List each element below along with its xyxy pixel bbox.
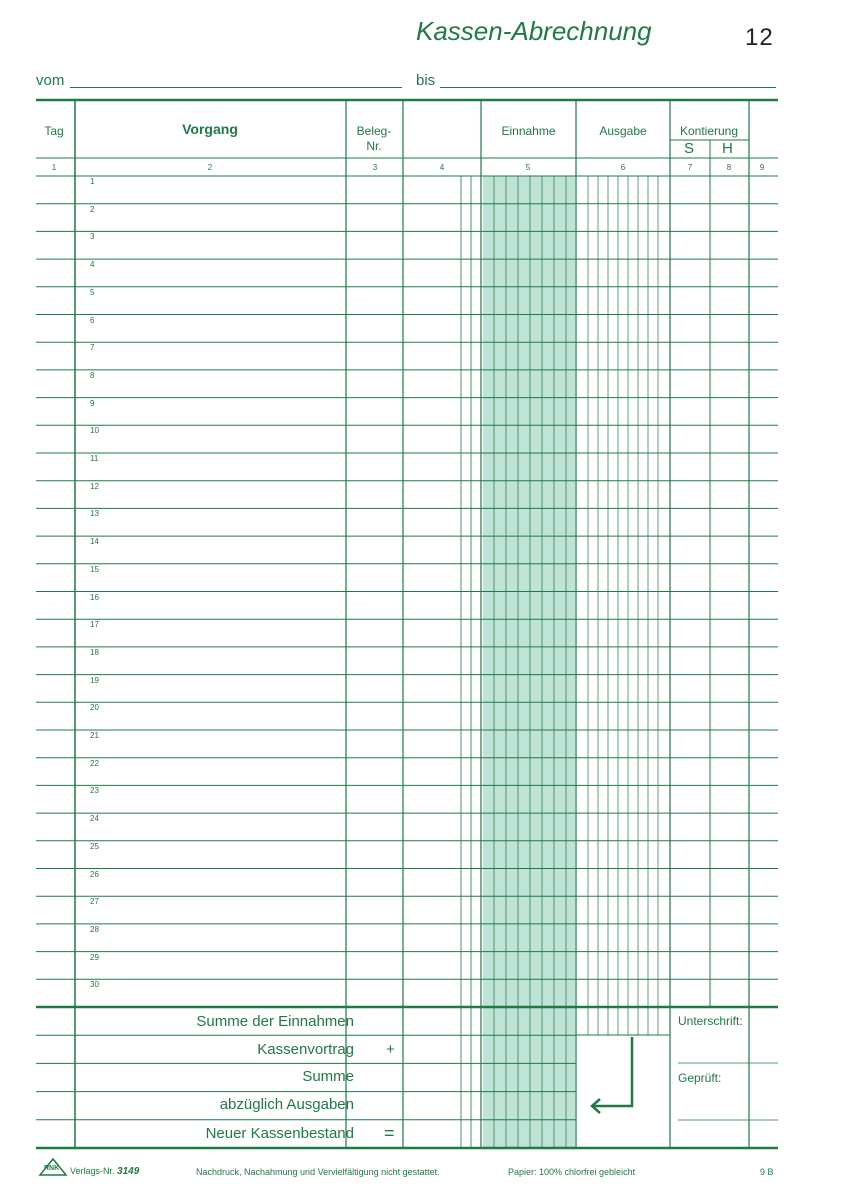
col-ausgabe-header: Ausgabe — [599, 124, 647, 138]
form-title: Kassen-Abrechnung — [416, 16, 652, 46]
col-kontierung-header: Kontierung — [679, 124, 739, 138]
row-number: 10 — [90, 426, 99, 436]
row-number: 26 — [90, 869, 99, 879]
transfer-arrow-line — [594, 1037, 632, 1106]
row-number: 15 — [90, 564, 99, 574]
minus-expenses-label: abzüglich Ausgaben — [219, 1096, 354, 1113]
publisher-number — [70, 1166, 139, 1177]
column-number: 4 — [439, 163, 445, 172]
row-number: 3 — [90, 232, 95, 242]
col-vorgang-header: Vorgang — [182, 121, 238, 137]
paper-notice: Papier: 100% chlorfrei gebleicht — [508, 1167, 636, 1177]
row-number: 24 — [90, 814, 99, 824]
column-number: 9 — [759, 163, 765, 172]
row-number: 23 — [90, 786, 99, 796]
column-number: 7 — [687, 163, 693, 172]
row-number: 28 — [90, 924, 99, 934]
col-beleg-header-2: Nr. — [366, 139, 382, 153]
logo-text: RNK — [44, 1165, 60, 1172]
col-haben-header: H — [722, 140, 733, 157]
new-balance-label: Neuer Kassenbestand — [205, 1125, 354, 1142]
form-code: 9 B — [760, 1167, 774, 1177]
sum-income-label: Summe der Einnahmen — [196, 1013, 354, 1030]
row-number: 21 — [90, 731, 99, 740]
column-number: 8 — [726, 163, 732, 172]
row-number: 13 — [90, 509, 99, 519]
row-number: 1 — [90, 177, 95, 186]
row-number: 29 — [90, 952, 99, 962]
row-number: 14 — [90, 537, 99, 547]
row-number: 30 — [90, 980, 99, 990]
row-number: 12 — [90, 481, 99, 491]
income-column-shade — [483, 176, 575, 1148]
total-label: Summe — [302, 1068, 354, 1085]
carry-over-label: Kassenvortrag — [257, 1041, 354, 1058]
row-number: 9 — [90, 398, 95, 408]
verlag-label: Verlags-Nr. — [70, 1166, 115, 1176]
verlag-number: 3149 — [117, 1166, 140, 1177]
row-number: 20 — [90, 703, 99, 713]
row-number: 17 — [90, 620, 99, 630]
copyright-notice: Nachdruck, Nachahmung und Vervielfältigung nicht gestattet. — [196, 1167, 440, 1177]
row-number: 18 — [90, 647, 99, 657]
col-tag-header: Tag — [44, 124, 64, 138]
row-number: 2 — [90, 204, 95, 214]
col-beleg-header-1: Beleg- — [356, 124, 392, 138]
column-number: 6 — [620, 163, 626, 172]
col-soll-header: S — [684, 140, 695, 157]
row-number: 16 — [90, 592, 99, 602]
publisher-logo — [38, 1157, 68, 1177]
column-number: 2 — [207, 163, 213, 172]
row-number: 19 — [90, 675, 99, 685]
column-number: 5 — [525, 163, 531, 172]
row-number: 7 — [90, 343, 95, 353]
row-number: 4 — [90, 260, 95, 270]
column-number: 3 — [372, 163, 378, 172]
row-number: 25 — [90, 841, 99, 851]
plus-sign: + — [386, 1041, 395, 1058]
from-label: vom — [36, 72, 65, 89]
row-number: 6 — [90, 315, 95, 325]
row-number: 27 — [90, 897, 99, 907]
col-einnahme-header: Einnahme — [501, 124, 556, 138]
column-number: 1 — [51, 163, 57, 172]
row-number: 8 — [90, 370, 95, 380]
row-number: 22 — [90, 758, 99, 768]
equals-sign: = — [384, 1123, 395, 1143]
page-number: 12 — [745, 24, 774, 51]
signature-label: Unterschrift: — [678, 1014, 743, 1028]
checked-label: Geprüft: — [678, 1071, 722, 1085]
row-number: 5 — [90, 287, 95, 297]
to-label: bis — [416, 72, 436, 89]
row-number: 11 — [90, 454, 99, 463]
